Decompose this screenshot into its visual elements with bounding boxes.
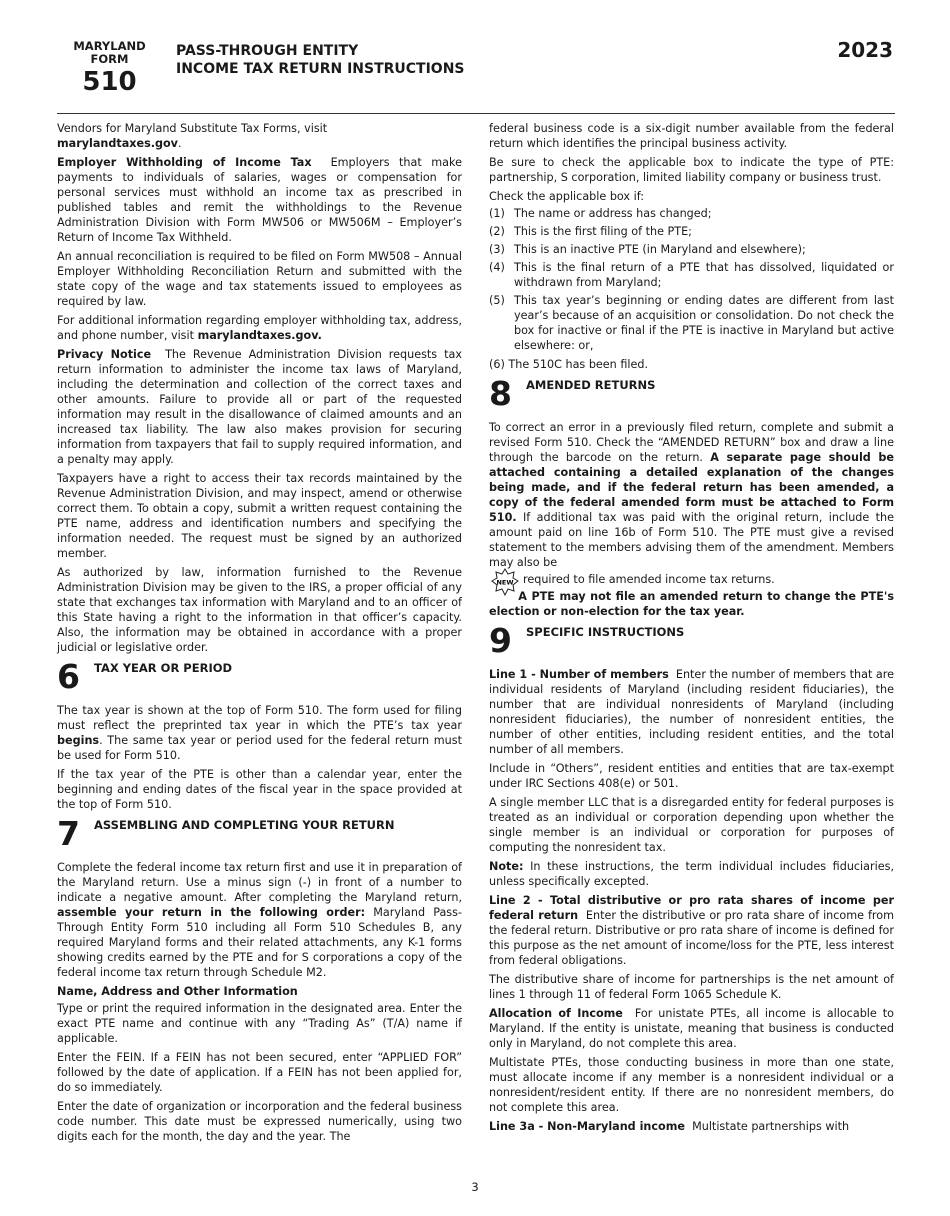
form-number: 510 — [82, 67, 137, 97]
section-number: 9 — [489, 621, 512, 660]
line3a-paragraph: Line 3a - Non-Maryland income Multistate partnerships with — [489, 1120, 850, 1133]
rights-paragraph: Taxpayers have a right to access their tax records maintained by the Revenue Administration Division, and may inspect, amend or otherwise correct them. To obtain a copy, submit a written request containing the PTE name, address and identification numbers and specifying the information needed. The request must be signed by an authorized member. — [57, 472, 462, 560]
document-title — [176, 42, 465, 78]
section-number: 6 — [57, 657, 80, 696]
additional-link[interactable]: marylandtaxes.gov. — [197, 329, 322, 342]
item-6: (6) The 510C has been filed. — [489, 358, 649, 371]
law-paragraph: As authorized by law, information furnished to the Revenue Administration Division may be given to the IRS, a proper official of any state that exchanges tax information with Maryland and to an officer of this State having a right to the information in that officer’s capacity. Also, the information may be obtained in accordance with a proper judicial or legislative order. — [57, 566, 462, 654]
page-number: 3 — [471, 1180, 479, 1194]
page-header — [57, 38, 895, 98]
form-word: FORM — [90, 52, 129, 66]
section-9-heading — [489, 623, 894, 663]
name-paragraph: Type or print the required information in the designated area. Enter the exact PTE name and continue with any “Trading As” (T/A) name if applicable. — [57, 1002, 462, 1045]
note-paragraph: Note: In these instructions, the term individual includes fiduciaries, unless specifically excepted. — [489, 860, 894, 888]
sec6-paragraph-2: If the tax year of the PTE is other than a calendar year, enter the beginning and ending dates of the fiscal year in the space provided at the top of Form 510. — [57, 768, 462, 811]
check-if-label: Check the applicable box if: — [489, 190, 645, 203]
name-address-heading: Name, Address and Other Information — [57, 985, 298, 998]
header-divider — [57, 113, 895, 114]
list-item: (4) This is the final return of a PTE that has dissolved, liquidated or withdrawn from Maryland; — [489, 261, 894, 289]
section-6-heading — [57, 659, 462, 699]
pte-type-paragraph: Be sure to check the applicable box to indicate the type of PTE: partnership, S corporation, limited liability company or business trust. — [489, 156, 894, 184]
fein-paragraph: Enter the FEIN. If a FEIN has not been secured, enter “APPLIED FOR” followed by the date of application. If a FEIN has not been applied for, do so immediately. — [57, 1051, 462, 1094]
checkbox-conditions-list — [489, 206, 894, 353]
date-paragraph: Enter the date of organization or incorporation and the federal business code number. This date must be expressed numerically, using two digits each for the month, the day and the year. The — [57, 1100, 462, 1143]
withholding-heading: Employer Withholding of Income Tax — [57, 156, 312, 169]
section-number: 8 — [489, 374, 512, 413]
list-item: (1) The name or address has changed; — [489, 207, 712, 220]
sec7-paragraph-1: Complete the federal income tax return first and use it in preparation of the Maryland return. Use a minus sign (-) in front of a number to indicate a negative amount. After completing the Maryland return, assemble your return in the following order: Maryland Pass-Through Entity Form 510 including all Form 510 Schedules B, any required Maryland forms and their related attachments, any K-1 forms showing credits earned by the PTE and for S corporations a copy of the federal income tax return through Schedule M2. — [57, 861, 462, 979]
section-title: ASSEMBLING AND COMPLETING YOUR RETURN — [94, 818, 395, 832]
withholding-paragraph: Employer Withholding of Income Tax Employers that make payments to individuals of salaries, wages or compensation for personal services must withhold an income tax as prescribed in published tables and remit the withholdings to the Revenue Administration Division with Form MW506 or MW506M – Employer’s Return of Income Tax Withheld. — [57, 156, 462, 244]
tax-year: 2023 — [837, 38, 893, 62]
title-line-1: PASS-THROUGH ENTITY — [176, 43, 359, 59]
vendors-link[interactable]: marylandtaxes.gov — [57, 137, 178, 150]
sec8-paragraph-1: To correct an error in a previously filed return, complete and submit a revised Form 510. Check the “AMENDED RETURN” box and draw a line through the barcode on the return. A separate page should be attached containing a detailed explanation of the changes being made, and if the federal return has been amended, a copy of the federal amended form must be attached to Form 510. If additional tax was paid with the original return, include the amount paid on line 16b of Form 510. The PTE must give a revised statement to the members advising them of the amendment. Members may also be — [489, 421, 895, 569]
list-item: (2) This is the first filing of the PTE; — [489, 225, 692, 238]
llc-paragraph: A single member LLC that is a disregarded entity for federal purposes is treated as an individual or corporation depending upon whether the single member is an individual or corporation for purposes of computing the nonresident tax. — [489, 796, 894, 854]
left-column — [57, 121, 462, 1148]
title-line-2: INCOME TAX RETURN INSTRUCTIONS — [176, 61, 465, 77]
list-item: (3) This is an inactive PTE (in Maryland and elsewhere); — [489, 243, 806, 256]
additional-info-paragraph: For additional information regarding employer withholding tax, address, and phone number, visit marylandtaxes.gov. — [57, 314, 462, 342]
vendors-paragraph: Vendors for Maryland Substitute Tax Forms, visit marylandtaxes.gov. — [57, 122, 328, 150]
new-badge-icon — [491, 568, 519, 596]
multistate-paragraph: Multistate PTEs, those conducting business in more than one state, must allocate income if any member is a nonresident individual or a nonresident/resident entity. If there are no nonresident members, do not complete this area. — [489, 1056, 894, 1114]
sec8-paragraph-2: A PTE may not file an amended return to change the PTE's election or non-election for the tax year. — [489, 590, 894, 618]
others-paragraph: Include in “Others”, resident entities and entities that are tax-exempt under IRC Sections 408(e) or 501. — [489, 762, 894, 790]
section-title: AMENDED RETURNS — [526, 378, 656, 392]
line2-paragraph: Line 2 - Total distributive or pro rata shares of income per federal return Enter the distributive or pro rata share of income from the federal return. Distributive or pro rata share of income is defined for this purpose as the net amount of income/loss for the PTE, less interest from federal obligations. — [489, 894, 894, 967]
business-code-paragraph: federal business code is a six-digit number available from the federal return which identifies the principal business activity. — [489, 122, 894, 150]
privacy-paragraph: Privacy Notice The Revenue Administration Division requests tax return information to administer the income tax laws of Maryland, including the determination and collection of the correct taxes and other amounts. Failure to provide all or part of the requested information may result in the disallowance of claimed amounts and an increased tax liability. The law also makes provision for securing information from taxpayers that fail to supply required information, and a penalty may apply. — [57, 348, 462, 466]
state-label: MARYLAND — [73, 39, 146, 53]
new-requirement-line: NEW required to file amended income tax returns. — [489, 572, 894, 587]
new-badge-text: NEW — [496, 578, 514, 587]
section-8-heading — [489, 376, 894, 416]
section-number: 7 — [57, 814, 80, 853]
sec6-paragraph-1: The tax year is shown at the top of Form 510. The form used for filing must reflect the preprinted tax year in which the PTE’s tax year begins. The same tax year or period used for the federal return must be used for Form 510. — [57, 704, 462, 762]
section-title: TAX YEAR OR PERIOD — [94, 661, 233, 675]
list-item: (5) This tax year’s beginning or ending dates are different from last year’s because of an acquisition or consolidation. Do not check the box for inactive or final if the PTE is inactive in Maryland but active elsewhere: or, — [489, 294, 894, 352]
distributive-paragraph: The distributive share of income for partnerships is the net amount of lines 1 through 11 of federal Form 1065 Schedule K. — [489, 973, 894, 1001]
allocation-paragraph: Allocation of Income For unistate PTEs, all income is allocable to Maryland. If the entity is unistate, meaning that business is conducted only in Maryland, do not complete this area. — [489, 1007, 894, 1050]
right-column — [489, 121, 894, 1138]
section-title: SPECIFIC INSTRUCTIONS — [526, 625, 685, 639]
form-identifier — [67, 40, 152, 97]
line1-paragraph: Line 1 - Number of members Enter the number of members that are individual residents of Maryland (including resident fiduciaries), the number that are individual nonresidents of Maryland (including nonresident fiduciaries), the number of nonresident entities, the number of other entities, including resident entities, and the total number of all members. — [489, 668, 894, 756]
privacy-heading: Privacy Notice — [57, 348, 152, 361]
reconciliation-paragraph: An annual reconciliation is required to be filed on Form MW508 – Annual Employer Withholding Reconciliation Return and submitted with the state copy of the wage and tax statements issued to employees as required by law. — [57, 250, 462, 308]
section-7-heading — [57, 816, 462, 856]
